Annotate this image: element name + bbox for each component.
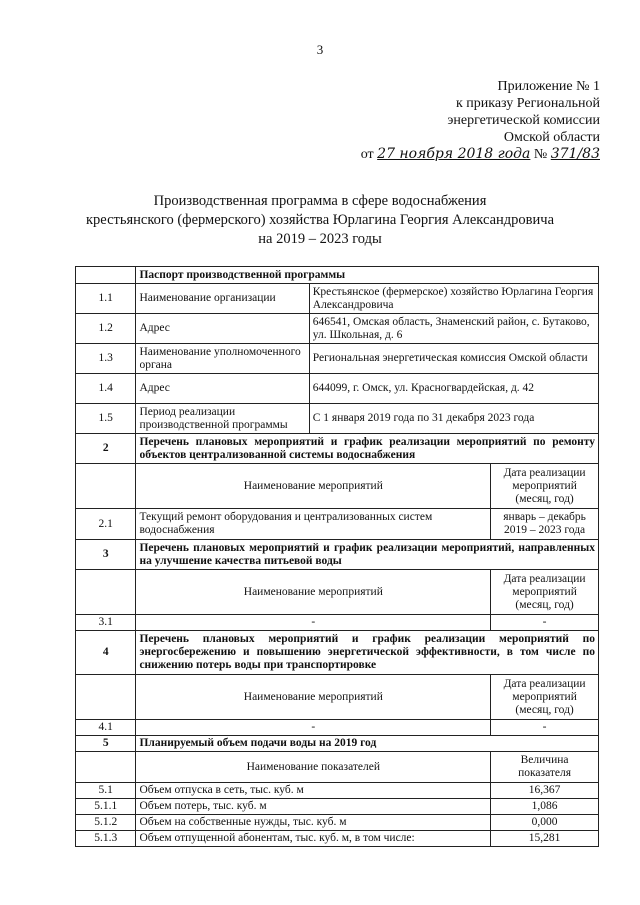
row-number: 5.1 [76,783,136,799]
table-row [76,783,599,799]
row-date: январь – декабрь 2019 – 2023 года [503,511,586,536]
annex-line: Омской области [503,130,600,145]
row-name: - [136,720,490,735]
section-number: 4 [76,631,136,675]
table-row [76,404,599,434]
section-heading: Перечень плановых мероприятий и график реализации мероприятий по энергосбережению и повышению энергетической эффективности, в том числе по снижению потерь воды при транспортировке [136,631,599,675]
column-date: Дата реализации мероприятий (месяц, год) [503,466,586,505]
column-name: Наименование мероприятий [136,675,490,719]
page-number: 3 [316,42,324,57]
row-number: 5.1.1 [76,799,136,815]
row-cell [136,783,599,799]
row-label: Адрес [136,374,309,404]
empty-cell [76,464,136,509]
table-row [76,831,599,847]
row-value: 1,086 [531,800,558,812]
section-column-header [76,464,599,509]
table-row [76,344,599,374]
annex-line: Приложение № 1 [497,79,600,94]
column-value: Величина показателя [518,754,572,779]
row-number: 2.1 [76,509,136,540]
table-row [76,314,599,344]
passport-heading: Паспорт производственной программы [136,267,599,284]
column-date: Дата реализации мероприятий (месяц, год) [503,677,586,716]
handwritten-number: 371/83 [550,146,600,162]
row-number: 1.5 [76,404,136,434]
section-column-header [76,752,599,783]
title-line: на 2019 – 2023 годы [258,231,382,247]
column-date: Дата реализации мероприятий (месяц, год) [503,572,586,611]
annex-block [360,78,600,163]
row-name: Объем потерь, тыс. куб. м [136,799,490,814]
section-heading: Перечень плановых мероприятий и график реализации мероприятий по ремонту объектов централизованной системы водоснабжения [136,434,599,464]
header-cell [136,464,599,509]
row-cell [136,831,599,847]
row-number: 1.1 [76,284,136,314]
row-name: Объем на собственные нужды, тыс. куб. м [136,815,490,830]
row-name: Объем отпущенной абонентам, тыс. куб. м, в том числе: [136,831,490,846]
row-name: Объем отпуска в сеть, тыс. куб. м [136,783,490,798]
table-row [76,615,599,631]
header-cell [136,675,599,720]
title-line: крестьянского (фермерского) хозяйства Юрлагина Георгия Александровича [85,212,554,228]
section-heading: Перечень плановых мероприятий и график реализации мероприятий, направленных на улучшение качества питьевой воды [136,540,599,570]
row-value: С 1 января 2019 года по 31 декабря 2023 года [309,404,598,434]
row-date: - [542,616,547,628]
row-number: 3.1 [76,615,136,631]
section-heading-row [76,540,599,570]
row-number: 5.1.3 [76,831,136,847]
row-cell [136,615,599,631]
row-cell [136,720,599,736]
section-heading-row [76,631,599,675]
section-number: 5 [76,736,136,752]
column-name: Наименование показателей [136,752,490,782]
header-cell [136,570,599,615]
table-row [76,374,599,404]
section-column-header [76,675,599,720]
program-table [75,266,599,847]
row-cell [136,799,599,815]
row-value: 16,367 [528,784,561,796]
row-value: Региональная энергетическая комиссия Омской области [309,344,598,374]
row-number: 5.1.2 [76,815,136,831]
section-column-header [76,570,599,615]
empty-cell [76,675,136,720]
row-label: Наименование уполномоченного органа [136,344,309,374]
section-number: 2 [76,434,136,464]
row-name: - [136,615,490,630]
section-number: 3 [76,540,136,570]
annex-line: энергетической комиссии [447,113,600,128]
table-row [76,799,599,815]
date-prefix: от [360,147,374,162]
row-value: 644099, г. Омск, ул. Красногвардейская, д. 42 [309,374,598,404]
empty-cell [76,267,136,284]
handwritten-date: 27 ноября 2018 года [377,146,531,162]
annex-line: к приказу Региональной [455,96,600,111]
row-cell [136,815,599,831]
row-cell [136,509,599,540]
row-number: 1.4 [76,374,136,404]
passport-heading-row [76,267,599,284]
section-heading-row [76,434,599,464]
row-label: Адрес [136,314,309,344]
column-name: Наименование мероприятий [136,464,490,508]
empty-cell [76,752,136,783]
row-name: Текущий ремонт оборудования и централизованных систем водоснабжения [136,509,490,539]
row-value: Крестьянское (фермерское) хозяйство Юрлагина Георгия Александровича [309,284,598,314]
table-row [76,284,599,314]
row-value: 0,000 [531,816,558,828]
row-date: - [542,721,547,733]
table-row [76,509,599,540]
row-number: 1.3 [76,344,136,374]
section-heading-row [76,736,599,752]
row-label: Период реализации производственной программы [136,404,309,434]
document-title [40,192,600,249]
row-label: Наименование организации [136,284,309,314]
table-row [76,720,599,736]
number-prefix: № [533,147,548,162]
table-row [76,815,599,831]
annex-date-line [360,146,600,163]
row-number: 4.1 [76,720,136,736]
section-heading: Планируемый объем подачи воды на 2019 год [136,736,599,752]
row-value: 646541, Омская область, Знаменский район, с. Бутаково, ул. Школьная, д. 6 [309,314,598,344]
row-number: 1.2 [76,314,136,344]
header-cell [136,752,599,783]
title-line: Производственная программа в сфере водоснабжения [153,193,487,209]
empty-cell [76,570,136,615]
row-value: 15,281 [528,832,561,844]
column-name: Наименование мероприятий [136,570,490,614]
